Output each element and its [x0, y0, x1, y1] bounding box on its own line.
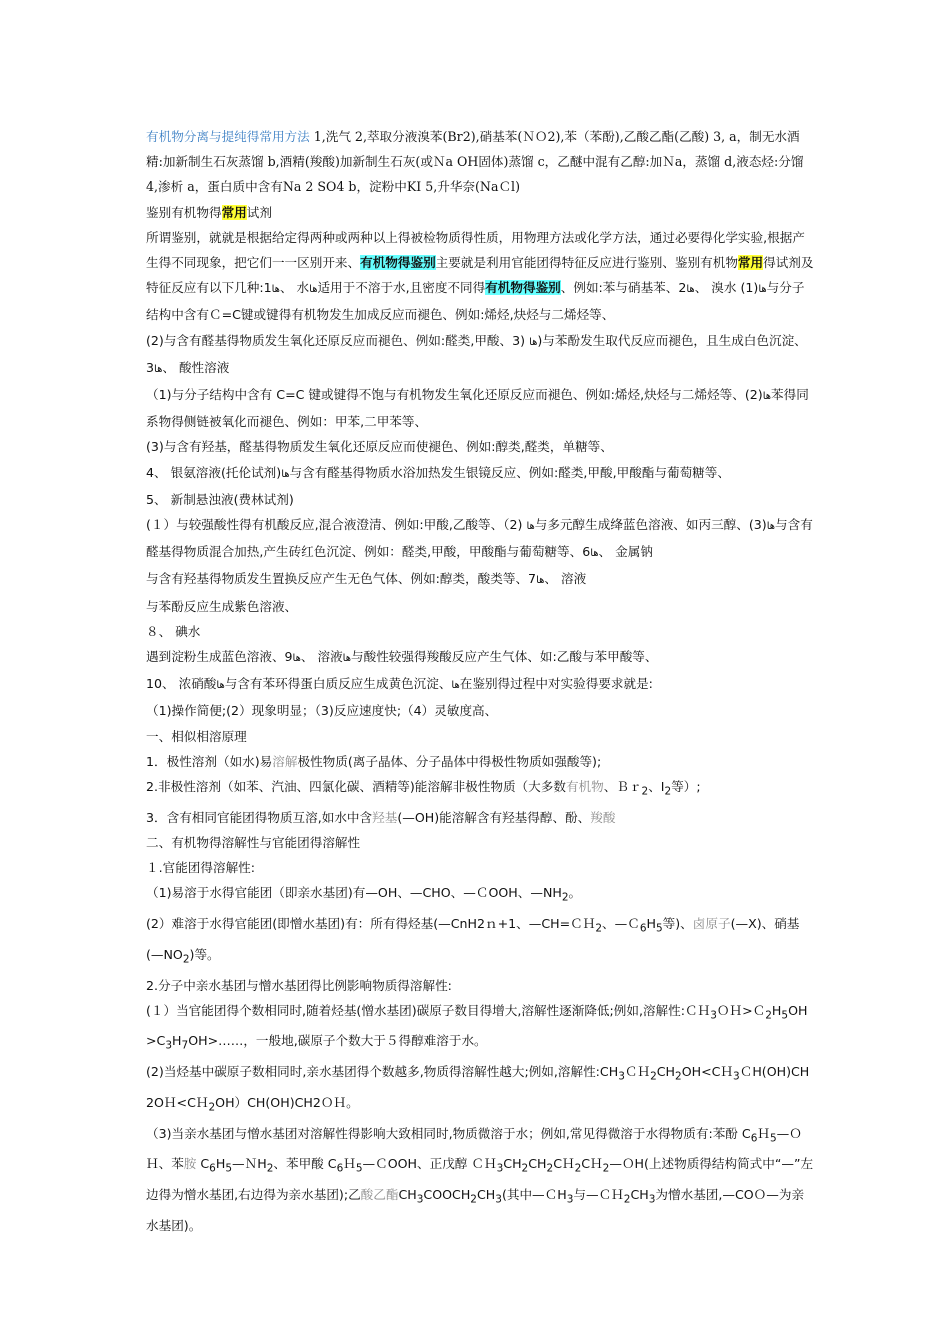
paragraph-hydrophilic-count: (2)当烃基中碳原子数相同时,亲水基团得个数越多,物质得溶解性越大;例如,溶解性$:CH_3CH_2CH_2OH<CH_3CH(OH)CH2OH<CH_2OH)CH(OH)CH2OH$。 [146, 1064, 810, 1114]
section-heading-solubility: 二、有机物得溶解性与官能团得溶解性 [146, 835, 361, 850]
document-body [146, 124, 814, 1238]
paragraph-fehling: 5、 新制悬浊液(费林试剂) [146, 491, 294, 507]
paragraph-acid-reactions: (１）与较强酸性得有机酸反应,混合液澄清、例如:甲酸,乙酸等、（2) ها与多元醇生成绛蓝色溶液、如丙三醇、(3)ها与含有醛基得物质混合加热,产生砖红色沉淀、例如：醛类,甲酸，甲酸酯与葡萄糖等、6ها、 金属钠 [146, 517, 813, 560]
separation-methods-title: 有机物分离与提纯得常用方法 [146, 129, 310, 144]
paragraph-nonpolar-solvent: 2.非极性溶剂（如苯、汽油、四氯化碳、酒精等)能溶解非极性物质（大多数有机物、Ｂｒ$_2$、$I_2$等）; [146, 779, 701, 798]
paragraph-same-functional-group: 3．含有相同官能团得物质互溶,如水中含羟基(—OH)能溶解含有羟基得醇、酚、羧酸 [146, 809, 616, 825]
paragraph-requirements: （1)操作简便;(2）现象明显；（3)反应速度快;（4）灵敏度高、 [146, 703, 498, 719]
heading-reagents: 鉴别有机物得常用试剂 [146, 204, 272, 220]
paragraph-silver-ammonia: 4、 银氨溶液(托伦试剂)ها与含有醛基得物质水浴加热发生银镜反应、例如:醛类,甲酸,甲酸酯与葡萄糖等、 [146, 464, 730, 480]
paragraph-hydroxyl: (3)与含有羟基，醛基得物质发生氧化还原反应而使褪色、例如:醇类,醛类，单糖等、 [146, 439, 613, 455]
paragraph-sodium: 与含有羟基得物质发生置换反应产生无色气体、例如:醇类，酸类等、7ها、 溶液 [146, 571, 587, 587]
highlight-common-2: 常用 [737, 255, 764, 271]
highlight-identification: 有机物得鉴别 [360, 255, 436, 271]
highlight-common: 常用 [221, 204, 247, 220]
paragraph-ratio: 2.分子中亲水基团与憎水基团得比例影响物质得溶解性: [146, 977, 452, 993]
paragraph-iodine: ８、 碘水 [146, 623, 201, 639]
paragraph-slightly-soluble: （3)当亲水基团与憎水基团对溶解性得影响大致相同时,物质微溶于水；例如,常见得微溶于水得物质有:苯酚 $C_6H_5—OH$、苯胺 $C_6H_5—NH_2$、苯甲酸 $C_6H_5—COOH$、正戊醇 $CH_3CH_2CH_2CH_2CH_2—OH$(上述物质得结构简式中“—”左边得为憎水基团,右边得为亲水基团);乙酸乙酯$CH_3COOCH_2CH_3$(其中—ＣH$_3$与$—CH_2CH_3$为憎水基团,—COＯ—为亲水基团)。 [146, 1125, 814, 1233]
paragraph-polar-solvent: 1．极性溶剂（如水)易溶解极性物质(离子晶体、分子晶体中得极性物质如强酸等); [146, 753, 602, 769]
paragraph-phenol-purple: 与苯酚反应生成紫色溶液、 [146, 598, 298, 614]
highlight-identification-2: 有机物得鉴别 [485, 280, 561, 296]
paragraph-bromine-water: (2)与含有醛基得物质发生氧化还原反应而褪色、例如:醛类,甲酸、3) ها)与苯酚发生取代反应而褪色，且生成白色沉淀、3ها、 酸性溶液 [146, 332, 807, 375]
paragraph-hydrophilic: （1)易溶于水得官能团（即亲水基团)有—OH、—CHO、—ＣOOH、$—NH_2$。 [146, 885, 582, 904]
paragraph-hydrophobic: (2）难溶于水得官能团(即憎水基团)有：所有得烃基(—CnH2ｎ+1、—CH=ＣＨ$_2$、$—C_6H_5$等)、卤原子(—X)、硝基$(—NO_2)$等。 [146, 916, 800, 966]
subheading-functional-group-solubility: １.官能团得溶解性: [146, 860, 255, 876]
section-heading-similar-dissolves: 一、相似相溶原理 [146, 728, 247, 744]
paragraph-starch: 遇到淀粉生成蓝色溶液、9ها、 溶液ها与酸性较强得羧酸反应产生气体、如:乙酸与苯甲酸等、 [146, 649, 658, 665]
paragraph-carbon-count: (１）当官能团得个数相同时,随着烃基(憎水基团)碳原子数目得增大,溶解性逐渐降低;例如,溶解性$:CH_3OH>C_2H_5OH>C_3H_7OH>\dots\dots$，一般地,碳原子个数大于５得醇难溶于水。 [146, 1002, 808, 1052]
paragraph-nitric-acid: 10、 浓硝酸ها与含有苯环得蛋白质反应生成黄色沉淀、ها在鉴别得过程中对实验得要求就是: [146, 676, 653, 692]
paragraph-acidic-solution: （1)与分子结构中含有 C=C 键或键得不饱与有机物发生氧化还原反应而褪色、例如:烯烃,炔烃与二烯烃等、(2)ها苯得同系物得侧链被氧化而褪色、例如：甲苯,二甲苯等、 [146, 387, 809, 430]
paragraph-separation-methods: 有机物分离与提纯得常用方法 1,洗气 2,萃取分液溴苯(Br2),硝基苯(ＮＯ2),苯（苯酚),乙酸乙酯(乙酸) 3, a，制无水酒精:加新制生石灰蒸馏 b,酒精(羧酸)加新制生石灰(或Ｎa OH固体)蒸馏 c，乙醚中混有乙醇:加Ｎa，蒸馏 d,液态烃:分馏 4,渗析 a，蛋白质中含有Na 2 SO4 b，淀粉中KI 5,升华奈(NaＣl) [146, 129, 804, 195]
paragraph-identification: 所谓鉴别，就就是根据给定得两种或两种以上得被检物质得性质，用物理方法或化学方法，通过必要得化学实验,根据产生得不同现象，把它们一一区别开来、有机物得鉴别主要就是利用官能团得特征反应进行鉴别、鉴别有机物常用得试剂及特征反应有以下几种:1ها、 水ها适用于不溶于水,且密度不同得有机物得鉴别、例如:苯与硝基苯、2ها、 溴水 (1)ها与分子结构中含有Ｃ=C键或键得有机物发生加成反应而褪色、例如:烯烃,炔烃与二烯烃等、 [146, 229, 814, 323]
